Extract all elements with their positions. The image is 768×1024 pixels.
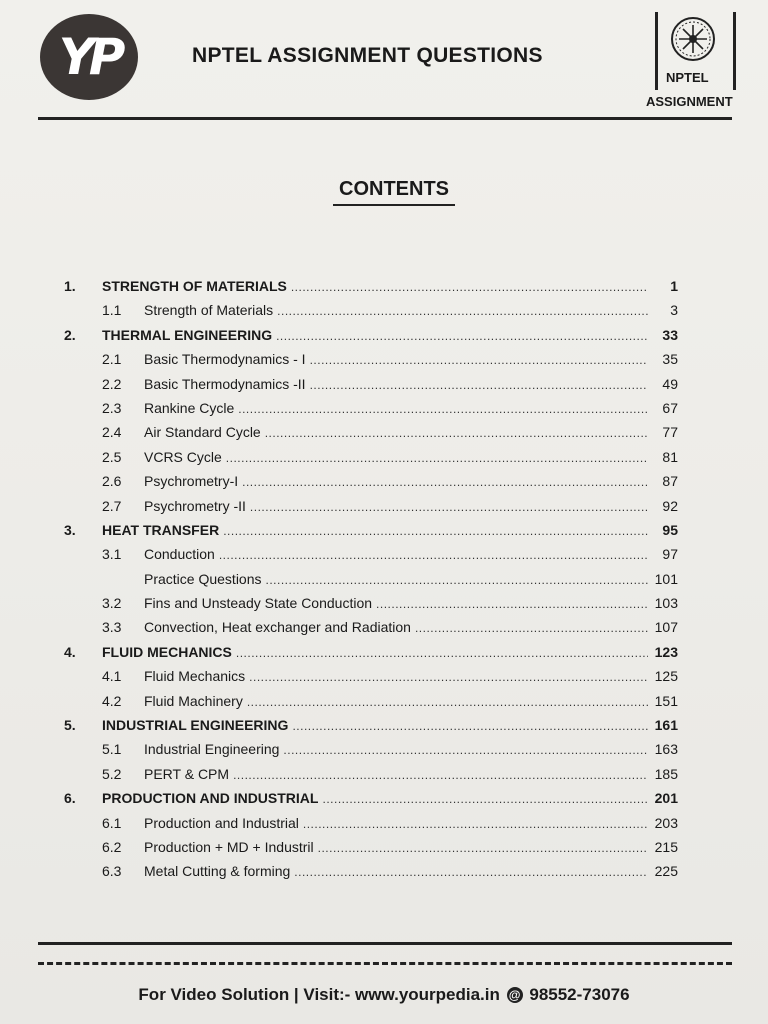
toc-subsection-number: 3.3 xyxy=(102,619,122,636)
toc-subsection-row xyxy=(64,693,678,717)
toc-dot-leader xyxy=(242,475,648,489)
toc-page-number: 163 xyxy=(654,741,678,758)
toc-subsection-number: 6.2 xyxy=(102,838,122,855)
toc-entry-label: Metal Cutting & forming xyxy=(144,863,291,880)
toc-dot-leader xyxy=(310,378,648,392)
toc-entry-label: Air Standard Cycle xyxy=(144,424,261,441)
toc-subsection-number: 6.3 xyxy=(102,863,122,880)
header-divider xyxy=(38,117,732,120)
footer-phone: 98552-73076 xyxy=(529,985,630,1004)
toc-subsection-number: 2.7 xyxy=(102,497,122,514)
toc-entry-label: Fluid Machinery xyxy=(144,692,243,709)
toc-dot-leader xyxy=(266,573,649,587)
toc-dot-leader xyxy=(277,304,648,318)
toc-page-number: 215 xyxy=(654,838,678,855)
toc-section-row xyxy=(64,790,678,814)
toc-page-number: 97 xyxy=(662,546,678,563)
contents-heading: CONTENTS xyxy=(333,178,455,206)
toc-dot-leader xyxy=(276,329,648,343)
toc-subsection-number: 2.2 xyxy=(102,375,122,392)
toc-page-number: 49 xyxy=(662,375,678,392)
toc-page-number: 107 xyxy=(654,619,678,636)
toc-subsection-number: 5.1 xyxy=(102,741,122,758)
toc-dot-leader xyxy=(238,402,648,416)
toc-section-row xyxy=(64,327,678,351)
toc-subsection-row xyxy=(64,449,678,473)
toc-subsection-row xyxy=(64,424,678,448)
toc-section-number: 5. xyxy=(64,717,76,734)
toc-entry-label: Production and Industrial xyxy=(144,814,299,831)
toc-subsection-number: 4.2 xyxy=(102,692,122,709)
toc-dot-leader xyxy=(247,695,648,709)
toc-page-number: 123 xyxy=(654,643,678,660)
toc-entry-label: Convection, Heat exchanger and Radiation xyxy=(144,619,411,636)
toc-dot-leader xyxy=(291,280,648,294)
toc-dot-leader xyxy=(223,524,648,538)
toc-subsection-number: 4.1 xyxy=(102,668,122,685)
toc-subsection-row xyxy=(64,376,678,400)
toc-entry-label: HEAT TRANSFER xyxy=(102,521,220,538)
toc-page-number: 151 xyxy=(654,692,678,709)
toc-page-number: 67 xyxy=(662,399,678,416)
logo-text: YP xyxy=(58,28,120,86)
toc-section-number: 6. xyxy=(64,790,76,807)
nptel-emblem-icon xyxy=(670,16,716,62)
toc-subsection-row xyxy=(64,863,678,887)
toc-subsection-row xyxy=(64,571,678,595)
toc-entry-label: Basic Thermodynamics -II xyxy=(144,375,306,392)
toc-dot-leader xyxy=(265,426,648,440)
toc-dot-leader xyxy=(292,719,648,733)
toc-dot-leader xyxy=(236,646,648,660)
toc-page-number: 3 xyxy=(670,302,678,319)
toc-entry-label: INDUSTRIAL ENGINEERING xyxy=(102,717,289,734)
toc-dot-leader xyxy=(219,548,648,562)
toc-dot-leader xyxy=(303,817,648,831)
toc-dot-leader xyxy=(226,451,648,465)
table-of-contents xyxy=(64,278,678,888)
toc-page-number: 95 xyxy=(662,521,678,538)
toc-page-number: 125 xyxy=(654,668,678,685)
toc-dot-leader xyxy=(249,670,648,684)
toc-subsection-row xyxy=(64,619,678,643)
toc-subsection-row xyxy=(64,839,678,863)
toc-page-number: 203 xyxy=(654,814,678,831)
contents-heading-wrap xyxy=(0,178,768,206)
toc-dot-leader xyxy=(250,500,648,514)
toc-page-number: 201 xyxy=(654,790,678,807)
toc-dot-leader xyxy=(318,841,648,855)
toc-subsection-row xyxy=(64,473,678,497)
toc-section-row xyxy=(64,278,678,302)
toc-subsection-number: 1.1 xyxy=(102,302,122,319)
toc-dot-leader xyxy=(322,792,648,806)
toc-entry-label: Practice Questions xyxy=(144,570,262,587)
toc-page-number: 81 xyxy=(662,448,678,465)
toc-page-number: 185 xyxy=(654,765,678,782)
toc-entry-label: Fluid Mechanics xyxy=(144,668,246,685)
toc-entry-label: Basic Thermodynamics - I xyxy=(144,351,306,368)
toc-entry-label: Psychrometry -II xyxy=(144,497,246,514)
toc-page-number: 161 xyxy=(654,717,678,734)
toc-subsection-number: 2.5 xyxy=(102,448,122,465)
toc-dot-leader xyxy=(310,353,648,367)
toc-dot-leader xyxy=(415,621,648,635)
toc-page-number: 87 xyxy=(662,473,678,490)
toc-subsection-row xyxy=(64,741,678,765)
toc-subsection-number: 3.2 xyxy=(102,595,122,612)
toc-entry-label: Fins and Unsteady State Conduction xyxy=(144,595,373,612)
toc-subsection-row xyxy=(64,595,678,619)
toc-section-row xyxy=(64,717,678,741)
yourpedia-logo xyxy=(40,14,138,100)
toc-dot-leader xyxy=(283,743,648,757)
toc-page-number: 35 xyxy=(662,351,678,368)
footer-divider xyxy=(38,942,732,945)
toc-entry-label: Production + MD + Industril xyxy=(144,838,314,855)
toc-subsection-row xyxy=(64,498,678,522)
toc-section-row xyxy=(64,522,678,546)
toc-subsection-number: 6.1 xyxy=(102,814,122,831)
toc-subsection-row xyxy=(64,351,678,375)
toc-dot-leader xyxy=(294,865,648,879)
header-title: NPTEL ASSIGNMENT QUESTIONS xyxy=(192,44,543,67)
toc-page-number: 103 xyxy=(654,595,678,612)
toc-section-number: 1. xyxy=(64,278,76,294)
toc-subsection-number: 2.3 xyxy=(102,399,122,416)
toc-entry-label: Rankine Cycle xyxy=(144,399,235,416)
at-icon: @ xyxy=(507,987,523,1003)
toc-subsection-number: 5.2 xyxy=(102,765,122,782)
toc-subsection-row xyxy=(64,668,678,692)
toc-page-number: 92 xyxy=(662,497,678,514)
toc-entry-label: FLUID MECHANICS xyxy=(102,643,232,660)
toc-entry-label: PRODUCTION AND INDUSTRIAL xyxy=(102,790,319,807)
footer-dashed-divider xyxy=(38,962,732,965)
toc-page-number: 1 xyxy=(670,278,678,294)
toc-section-number: 3. xyxy=(64,521,76,538)
toc-subsection-number: 2.4 xyxy=(102,424,122,441)
toc-page-number: 101 xyxy=(654,570,678,587)
toc-entry-label: Industrial Engineering xyxy=(144,741,280,758)
toc-subsection-number: 3.1 xyxy=(102,546,122,563)
toc-section-number: 4. xyxy=(64,643,76,660)
toc-page-number: 225 xyxy=(654,863,678,880)
toc-page-number: 33 xyxy=(662,326,678,343)
toc-dot-leader xyxy=(376,597,648,611)
toc-section-number: 2. xyxy=(64,326,76,343)
toc-dot-leader xyxy=(233,768,648,782)
toc-section-row xyxy=(64,644,678,668)
toc-entry-label: THERMAL ENGINEERING xyxy=(102,326,273,343)
footer-line xyxy=(0,985,768,1005)
toc-entry-label: PERT & CPM xyxy=(144,765,230,782)
toc-entry-label: STRENGTH OF MATERIALS xyxy=(102,278,287,294)
toc-subsection-row xyxy=(64,546,678,570)
toc-subsection-row xyxy=(64,400,678,424)
nptel-badge-subtitle: ASSIGNMENT xyxy=(646,94,733,109)
toc-subsection-row xyxy=(64,766,678,790)
toc-entry-label: Conduction xyxy=(144,546,215,563)
footer-visit-text: For Video Solution | Visit:- www.yourpedia.in xyxy=(138,985,500,1004)
toc-page-number: 77 xyxy=(662,424,678,441)
nptel-badge xyxy=(655,12,736,90)
toc-entry-label: VCRS Cycle xyxy=(144,448,222,465)
toc-subsection-number: 2.1 xyxy=(102,351,122,368)
toc-entry-label: Strength of Materials xyxy=(144,302,274,319)
toc-subsection-number: 2.6 xyxy=(102,473,122,490)
toc-subsection-row xyxy=(64,302,678,326)
toc-subsection-row xyxy=(64,815,678,839)
toc-entry-label: Psychrometry-I xyxy=(144,473,239,490)
nptel-badge-text: NPTEL xyxy=(666,70,709,85)
